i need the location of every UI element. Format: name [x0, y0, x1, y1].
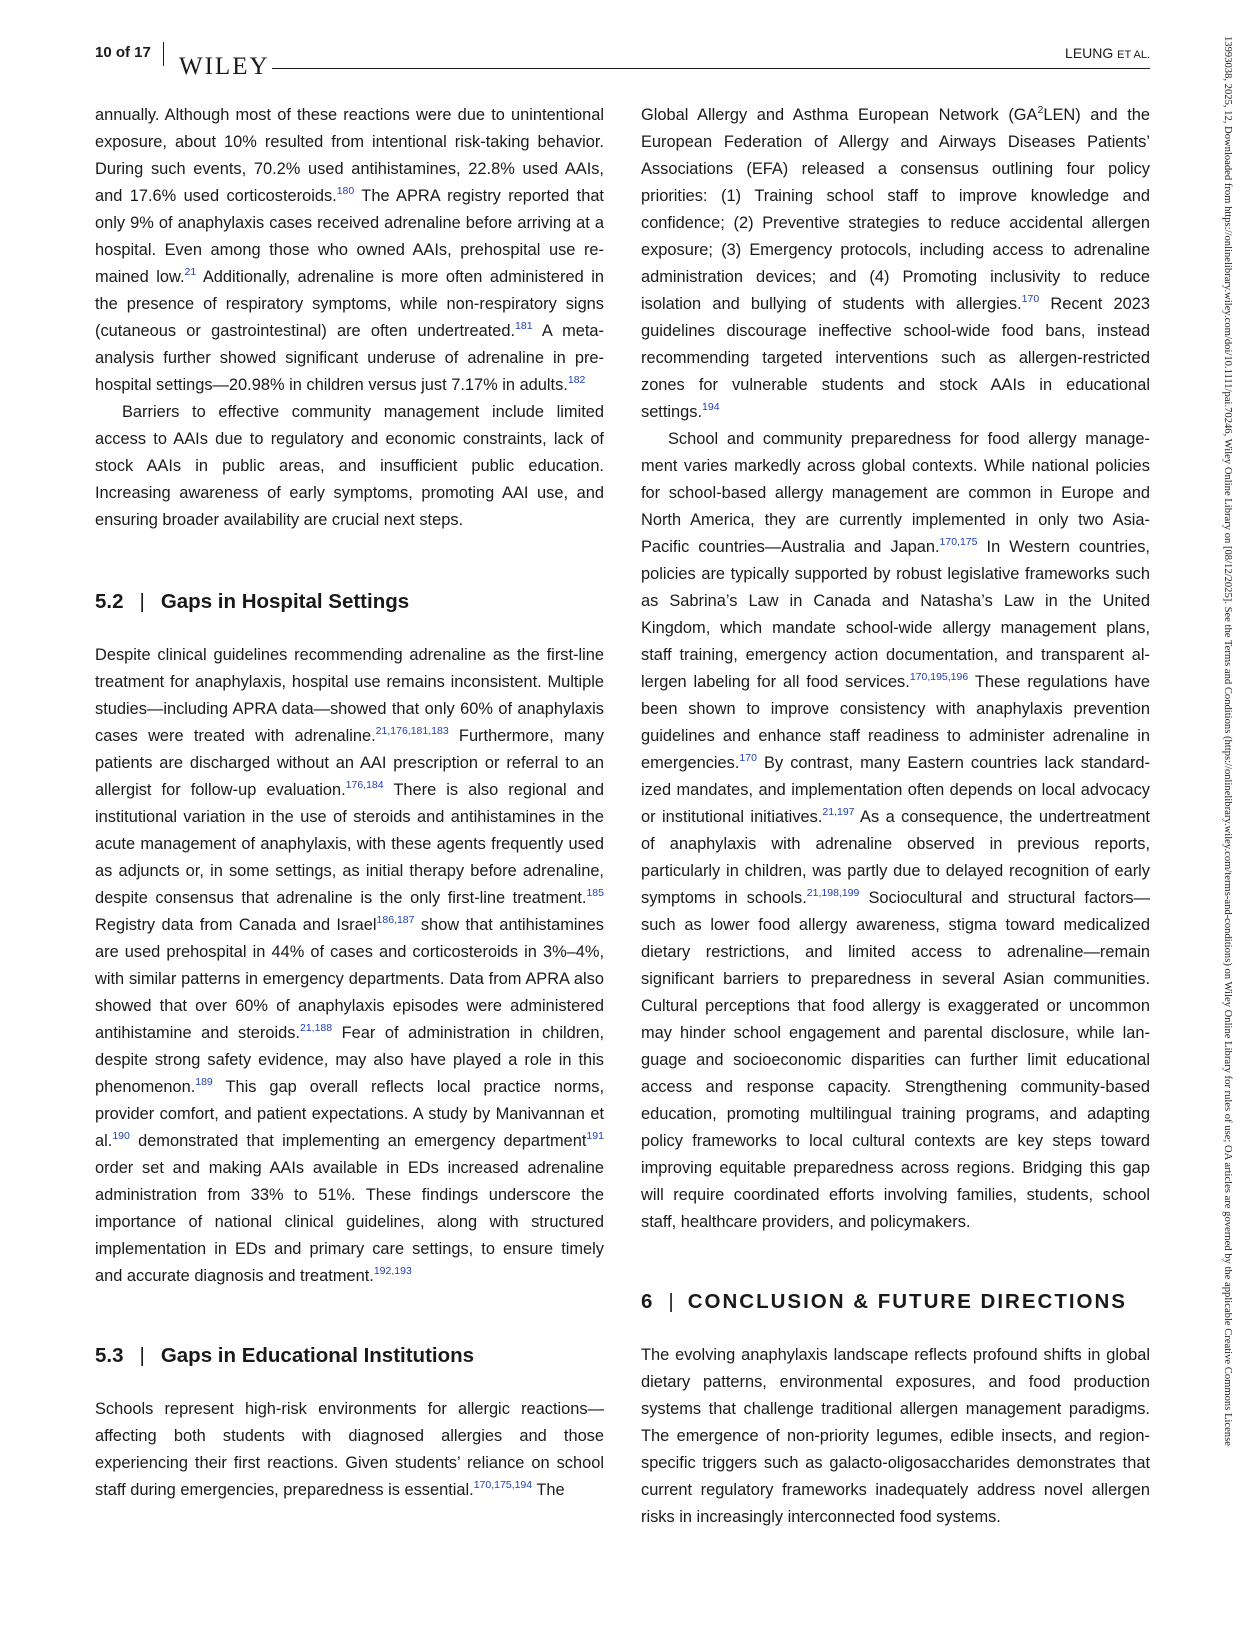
paragraph-hospital-gaps: Despite clinical guidelines recommending adrenaline as the first-line treatment for anaphylaxis, hospital use remains inconsistent. Multiple studies—including APRA data—showed that only 60% of anaphylaxis cases were treated with adrenaline.$^{21,176,181,183}$ Furthermore, many patients are discharged without an AAI prescription or referral to an allergist for follow-up evaluation.$^{176,184}$ There is also regional and institutional variation in the use of steroids and antihistamines in the acute management of anaphylaxis, with these agents frequently used as adjuncts or, in some settings, as initial therapy before adrenaline, despite consensus that adrenaline is the only first-line treatment.$^{185}$ Registry data from Canada and Israel$^{186,187}$ show that antihistamines are used prehospital in 44% of cases and corticosteroids in 3%–4%, with similar patterns in emergency departments. Data from APRA also showed that over 60% of anaphylaxis episodes were administered antihistamine and steroids.$^{21,188}$ Fear of administration in children, despite strong safety evidence, may also have played a role in this phenomenon.$^{189}$ This gap overall reflects local practice norms, provider comfort, and patient expectations. A study by Manivannan et al.$^{190}$ demonstrated that implementing an emergency department$^{191}$ order set and making AAIs available in EDs increased adrenaline administration from 33% to 51%. These findings underscore the importance of national clinical guidelines, along with structured implementation in EDs and primary care settings, to ensure timely and accurate diagnosis and treatment.$^{192,193}$: [95, 646, 604, 1285]
citation-ref[interactable]: 190: [112, 1130, 130, 1142]
citation-ref[interactable]: 192,193: [373, 1265, 412, 1277]
citation-ref[interactable]: 170: [1021, 293, 1040, 305]
superscript: 2: [1037, 104, 1044, 116]
citation-ref[interactable]: 194: [702, 401, 720, 413]
citation-ref[interactable]: 170,195,196: [909, 671, 969, 683]
citation-ref[interactable]: 170: [739, 752, 757, 764]
citation-ref[interactable]: 185: [586, 887, 604, 899]
citation-ref[interactable]: 170,175: [939, 536, 978, 548]
paragraph-conclusion: The evolving anaphylaxis landscape reflects profound shifts in global dietary patterns, environmental exposures, and food production systems that challenge traditional allergen management paradigms. The emergence of non-priority legumes, edible insects, and region-specific triggers such as galacto-oligosaccharides demonstrates that current regulatory frameworks inadequately address novel allergen risks in increasingly interconnected food systems.: [641, 1346, 1150, 1526]
citation-ref[interactable]: 186,187: [376, 914, 415, 926]
header-divider: [163, 42, 164, 66]
citation-ref[interactable]: 181: [515, 320, 533, 332]
running-head-suffix: ET AL.: [1117, 49, 1150, 61]
side-note-text: 13993038, 2025, 12, Downloaded from https://onlinelibrary.wiley.com/doi/10.1111/pai.70246, Wiley Online Library on [08/12/2025]. See the Terms and Conditions (https://onlinelibrary.wiley.com/terms-and-conditions) on Wiley Online Library for rules of use; OA articles are governed by the applicable Creative Commons License: [1222, 36, 1233, 1446]
download-side-note: [1220, 36, 1232, 1601]
left-column: [95, 102, 604, 1504]
paragraph-policy-priorities: Global Allergy and Asthma European Network $(GA^2LEN)$ and the European Federation of Allergy and Airways Diseases Patients’ Associations (EFA) released a consensus outlining four policy priorities: (1) Training school staff to improve knowledge and confidence; (2) Preventive strategies to reduce accidental allergen exposure; (3) Emergency protocols, including access to adrenaline administration devices; and (4) Promoting inclusivity to reduce isolation and bullying of students with allergies.$^{170}$ Recent 2023 guidelines discourage ineffective school-wide food bans, instead recommending targeted interventions such as allergen-restricted zones for vulnerable students and stock AAIs in educational settings.$^{194}$: [641, 104, 1150, 421]
citation-ref[interactable]: 21,176,181,183: [375, 725, 449, 737]
running-head: [1065, 45, 1150, 61]
citation-ref[interactable]: 182: [567, 374, 586, 386]
citation-ref[interactable]: 21,188: [299, 1022, 333, 1034]
header-rule: [267, 68, 1150, 69]
citation-ref[interactable]: 21,197: [822, 806, 855, 818]
citation-ref[interactable]: 176,184: [345, 779, 384, 791]
citation-ref[interactable]: 180: [336, 185, 355, 197]
paragraph-global-preparedness: School and community preparedness for food allergy management varies markedly across global contexts. While national policies for school-based allergy management are common in Europe and North America, they are currently implemented in only two Asia-Pacific countries—Australia and Japan.$^{170,175}$ In Western countries, policies are typically supported by robust legislative frameworks such as Sabrina’s Law in Canada and Natasha’s Law in the United Kingdom, which mandate school-wide allergy management plans, staff training, emergency action documentation, and transparent allergen labeling for all food services.$^{170,195,196}$ These regulations have been shown to improve consistency with anaphylaxis prevention guidelines and enhance staff readiness to administer adrenaline in emergencies.$^{170}$ By contrast, many Eastern countries lack standardized mandates, and implementation often depends on local advocacy or institutional initiatives.$^{21,197}$ As a consequence, the undertreatment of anaphylaxis with adrenaline observed in previous reports, particularly in children, was partly due to delayed recognition of early symptoms in schools.$^{21,198,199}$ Sociocultural and structural factors—such as lower food allergy awareness, stigma toward medicalized dietary restrictions, and limited access to adrenaline—remain significant barriers to preparedness in several Asian communities. Cultural perceptions that food allergy is exaggerated or uncommon may hinder school engagement and parental disclosure, while language and socioeconomic disparities can further limit educational access and response capacity. Strengthening community-based education, promoting multilingual training programs, and adapting policy frameworks to local cultural contexts are key steps toward improving equitable preparedness across regions. Bridging this gap will require coordinated efforts involving families, students, school staff, healthcare providers, and policymakers.: [641, 430, 1150, 1231]
page-number: 10 of 17: [95, 44, 151, 61]
section-heading-5-3: 5.3 | Gaps in Educational Institutions: [95, 1344, 475, 1367]
citation-ref[interactable]: 189: [195, 1076, 213, 1088]
paragraph-community-use: annually. Although most of these reactions were due to unintentional exposure, about 10% resulted from intentional risk-taking behavior. During such events, 70.2% used antihistamines, 22.8% used AAIs, and 17.6% used corticosteroids.$^{180}$ The APRA registry reported that only 9% of anaphylaxis cases received adrenaline before arriving at a hospital. Even among those who owned AAIs, prehospital use remained low.$^{21}$ Additionally, adrenaline is more often administered in the presence of respiratory symptoms, while non-respiratory signs (cutaneous or gastrointestinal) are often undertreated.$^{181}$ A meta-analysis further showed significant underuse of adrenaline in prehospital settings—20.98% in children versus just 7.17% in adults.$^{182}$: [95, 106, 604, 394]
publisher-logo: WILEY: [179, 53, 270, 80]
paragraph-barriers: Barriers to effective community management include limited access to AAIs due to regulatory and economic constraints, lack of stock AAIs in public areas, and insufficient public education. Increasing awareness of early symptoms, promoting AAI use, and ensuring broader availability are crucial next steps.: [95, 403, 604, 529]
page-header: [95, 44, 1150, 80]
citation-ref[interactable]: 170,175,194: [473, 1479, 533, 1491]
running-head-author: LEUNG: [1065, 45, 1114, 61]
citation-ref[interactable]: 191: [586, 1130, 604, 1142]
citation-ref[interactable]: 21,198,199: [806, 887, 860, 899]
paragraph-schools: Schools represent high-risk environments for allergic reactions—affecting both students with diagnosed allergies and those experiencing their first reactions. Given students’ reliance on school staff during emergencies, preparedness is essential.$^{170,175,194}$ The: [95, 1400, 604, 1499]
section-heading-5-2: 5.2 | Gaps in Hospital Settings: [95, 590, 410, 613]
citation-ref[interactable]: 21: [184, 266, 197, 278]
right-column: [641, 102, 1150, 1531]
section-heading-6: 6 | CONCLUSION & FUTURE DIRECTIONS: [641, 1290, 1127, 1313]
